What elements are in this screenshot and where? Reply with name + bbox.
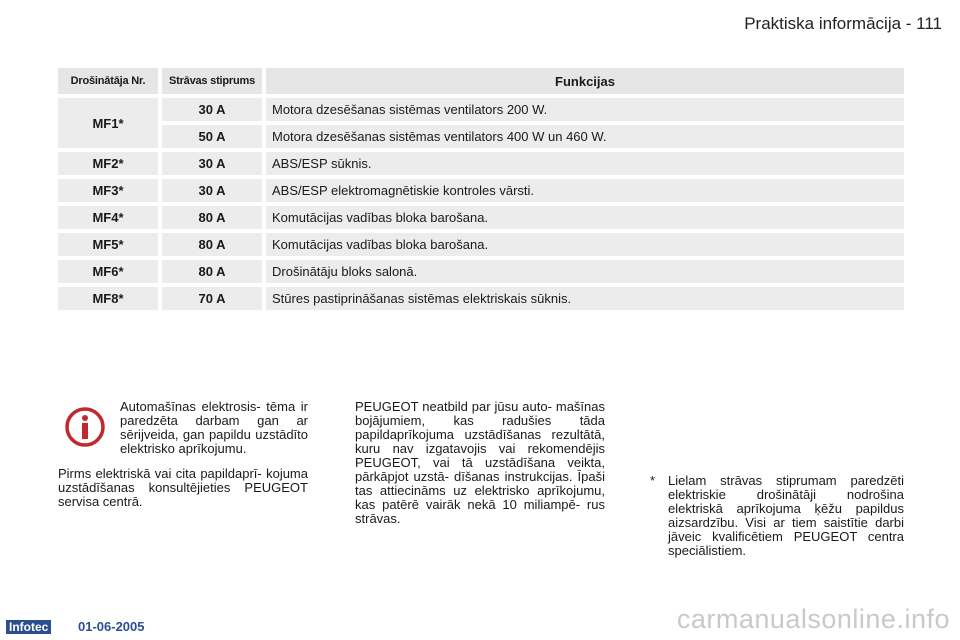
table-row xyxy=(162,125,904,148)
page-title: Praktiska informācija - 111 xyxy=(744,14,942,33)
table-row xyxy=(58,152,904,175)
table-row xyxy=(162,98,904,121)
table-header-row xyxy=(58,68,904,94)
info-note-advice: Pirms elektriskā vai cita papildaprī- kojuma uzstādīšanas konsultējieties PEUGEOT servisa centrā. xyxy=(58,466,308,509)
fuse-function: ABS/ESP elektromagnētiskie kontroles vārsti. xyxy=(266,179,904,202)
fuse-id: MF3* xyxy=(58,179,158,202)
footer-date: 01-06-2005 xyxy=(78,619,145,634)
warning-note: PEUGEOT neatbild par jūsu auto- mašīnas bojājumiem, kas radušies tāda papildaprīkojuma uzstādīšanas rezultātā, kuru nav izgatavojis vai rekomendējis PEUGEOT, vai tā uzstādīšana veikta, pārkāpjot uzstā- dīšanas instrukcijas. Īpaši tas attiecināms uz elektrisko aprīkojumu, kas patērē vairāk nekā 10 miliampē- rus strāvas. xyxy=(355,399,605,526)
footnote-star: * xyxy=(650,473,656,488)
header-fuse-no: Drošinātāja Nr. xyxy=(58,68,158,94)
table-row-mf1 xyxy=(58,98,904,148)
header-current: Strāvas stiprums xyxy=(162,68,262,94)
fuse-amp: 30 A xyxy=(162,98,262,121)
fuse-function: Drošinātāju bloks salonā. xyxy=(266,260,904,283)
fuse-id: MF4* xyxy=(58,206,158,229)
table-row xyxy=(58,233,904,256)
info-icon xyxy=(64,406,106,448)
watermark: carmanualsonline.info xyxy=(676,604,950,634)
fuse-amp: 80 A xyxy=(162,233,262,256)
fuse-function: ABS/ESP sūknis. xyxy=(266,152,904,175)
fuse-amp: 70 A xyxy=(162,287,262,310)
header-functions: Funkcijas xyxy=(266,68,904,94)
fuse-id: MF6* xyxy=(58,260,158,283)
fuse-id: MF1* xyxy=(58,98,158,148)
fuse-function: Komutācijas vadības bloka barošana. xyxy=(266,206,904,229)
fuse-function: Motora dzesēšanas sistēmas ventilators 200 W. xyxy=(266,98,904,121)
fuse-amp: 50 A xyxy=(162,125,262,148)
table-row xyxy=(58,260,904,283)
fuse-amp: 80 A xyxy=(162,206,262,229)
footnote xyxy=(650,474,904,558)
fuse-amp: 30 A xyxy=(162,179,262,202)
fuse-function: Stūres pastiprināšanas sistēmas elektriskais sūknis. xyxy=(266,287,904,310)
fuse-function: Motora dzesēšanas sistēmas ventilators 400 W un 460 W. xyxy=(266,125,904,148)
table-row xyxy=(58,179,904,202)
fuse-table xyxy=(58,68,904,314)
fuse-amp: 30 A xyxy=(162,152,262,175)
fuse-id: MF2* xyxy=(58,152,158,175)
table-row xyxy=(58,287,904,310)
footnote-text: Lielam strāvas stiprumam paredzēti elektriskie drošinātāji nodrošina elektriskā aprīkojuma ķēžu papildus aizsardzību. Visi ar tiem saistītie darbi jāveic kvalificētiem PEUGEOT centra speciālistiem. xyxy=(668,473,904,558)
infotec-badge: Infotec xyxy=(6,620,51,634)
info-note-intro: Automašīnas elektrosis- tēma ir paredzēta darbam gan ar sērijveida, gan papildu uzstādīto elektrisko aprīkojumu. xyxy=(120,399,308,456)
fuse-amp: 80 A xyxy=(162,260,262,283)
fuse-id: MF8* xyxy=(58,287,158,310)
fuse-function: Komutācijas vadības bloka barošana. xyxy=(266,233,904,256)
table-row xyxy=(58,206,904,229)
fuse-id: MF5* xyxy=(58,233,158,256)
